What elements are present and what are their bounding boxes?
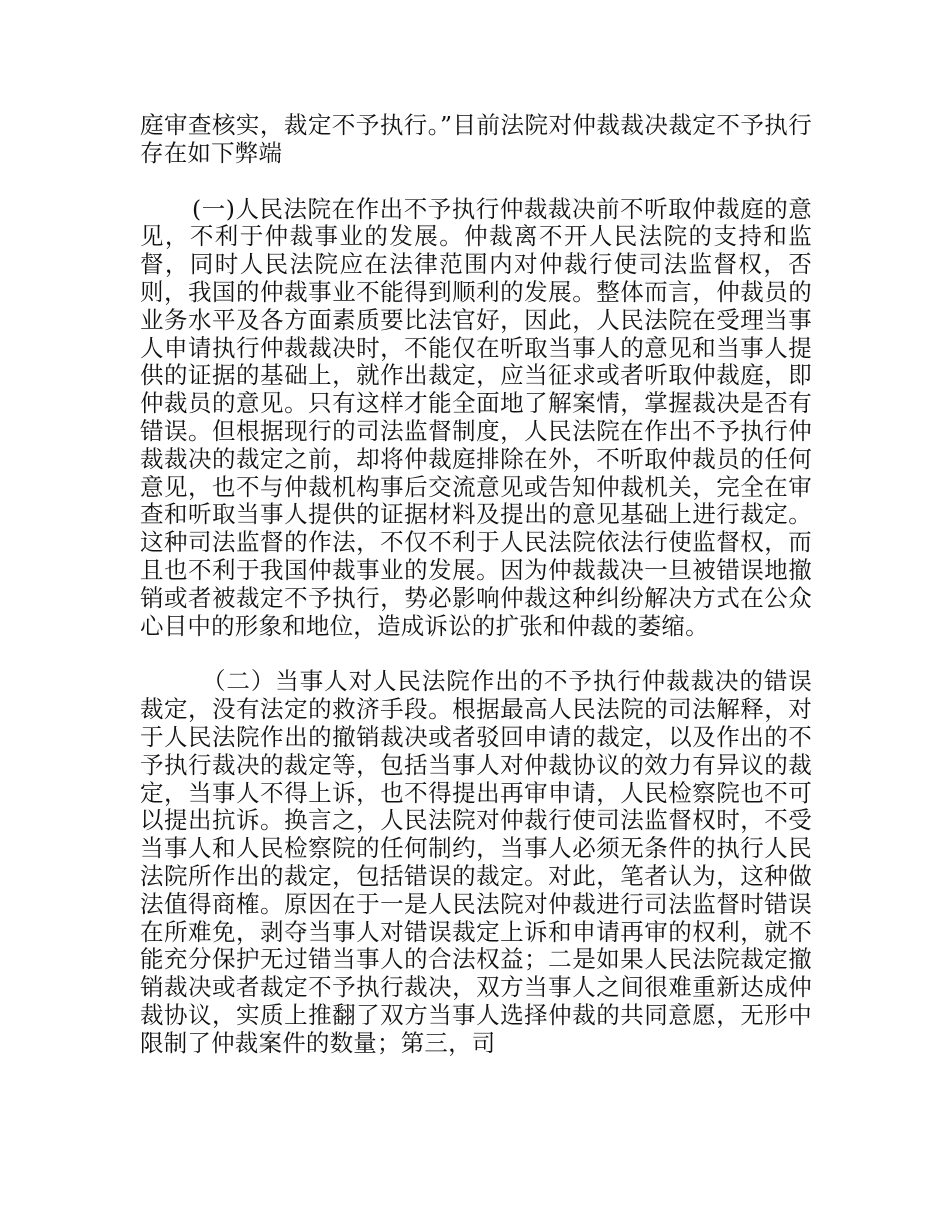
document-body [140,112,812,1058]
paragraph-intro: 庭审查核实，裁定不予执行。”目前法院对仲裁裁决裁定不予执行存在如下弊端 [140,111,812,167]
paragraph-section-two: （二）当事人对人民法院作出的不予执行仲裁裁决的错误裁定，没有法定的救济手段。根据最高人民法院的司法解释，对于人民法院作出的撤销裁决或者驳回申请的裁定，以及作出的不予执行裁决的裁定等，包括当事人对仲裁协议的效力有异议的裁定，当事人不得上诉，也不得提出再审申请，人民检察院也不可以提出抗诉。换言之，人民法院对仲裁行使司法监督权时，不受当事人和人民检察院的任何制约，当事人必须无条件的执行人民法院所作出的裁定，包括错误的裁定。对此，笔者认为，这种做法值得商榷。原因在于一是人民法院对仲裁进行司法监督时错误在所难免，剥夺当事人对错误裁定上诉和申请再审的权利，就不能充分保护无过错当事人的合法权益；二是如果人民法院裁定撤销裁决或者裁定不予执行裁决，双方当事人之间很难重新达成仲裁协议，实质上推翻了双方当事人选择仲裁的共同意愿，无形中限制了仲裁案件的数量；第三，司 [140,667,812,1057]
paragraph-section-one: (一)人民法院在作出不予执行仲裁裁决前不听取仲裁庭的意见，不利于仲裁事业的发展。仲裁离不开人民法院的支持和监督，同时人民法院应在法律范围内对仲裁行使司法监督权，否则，我国的仲裁事业不能得到顺利的发展。整体而言，仲裁员的业务水平及各方面素质要比法官好，因此，人民法院在受理当事人申请执行仲裁裁决时，不能仅在听取当事人的意见和当事人提供的证据的基础上，就作出裁定，应当征求或者听取仲裁庭，即仲裁员的意见。只有这样才能全面地了解案情，掌握裁决是否有错误。但根据现行的司法监督制度，人民法院在作出不予执行仲裁裁决的裁定之前，却将仲裁庭排除在外，不听取仲裁员的任何意见，也不与仲裁机构事后交流意见或告知仲裁机关，完全在审查和听取当事人提供的证据材料及提出的意见基础上进行裁定。这种司法监督的作法，不仅不利于人民法院依法行使监督权，而且也不利于我国仲裁事业的发展。因为仲裁裁决一旦被错误地撤销或者被裁定不予执行，势必影响仲裁这种纠纷解决方式在公众心目中的形象和地位，造成诉讼的扩张和仲裁的萎缩。 [140,194,812,640]
